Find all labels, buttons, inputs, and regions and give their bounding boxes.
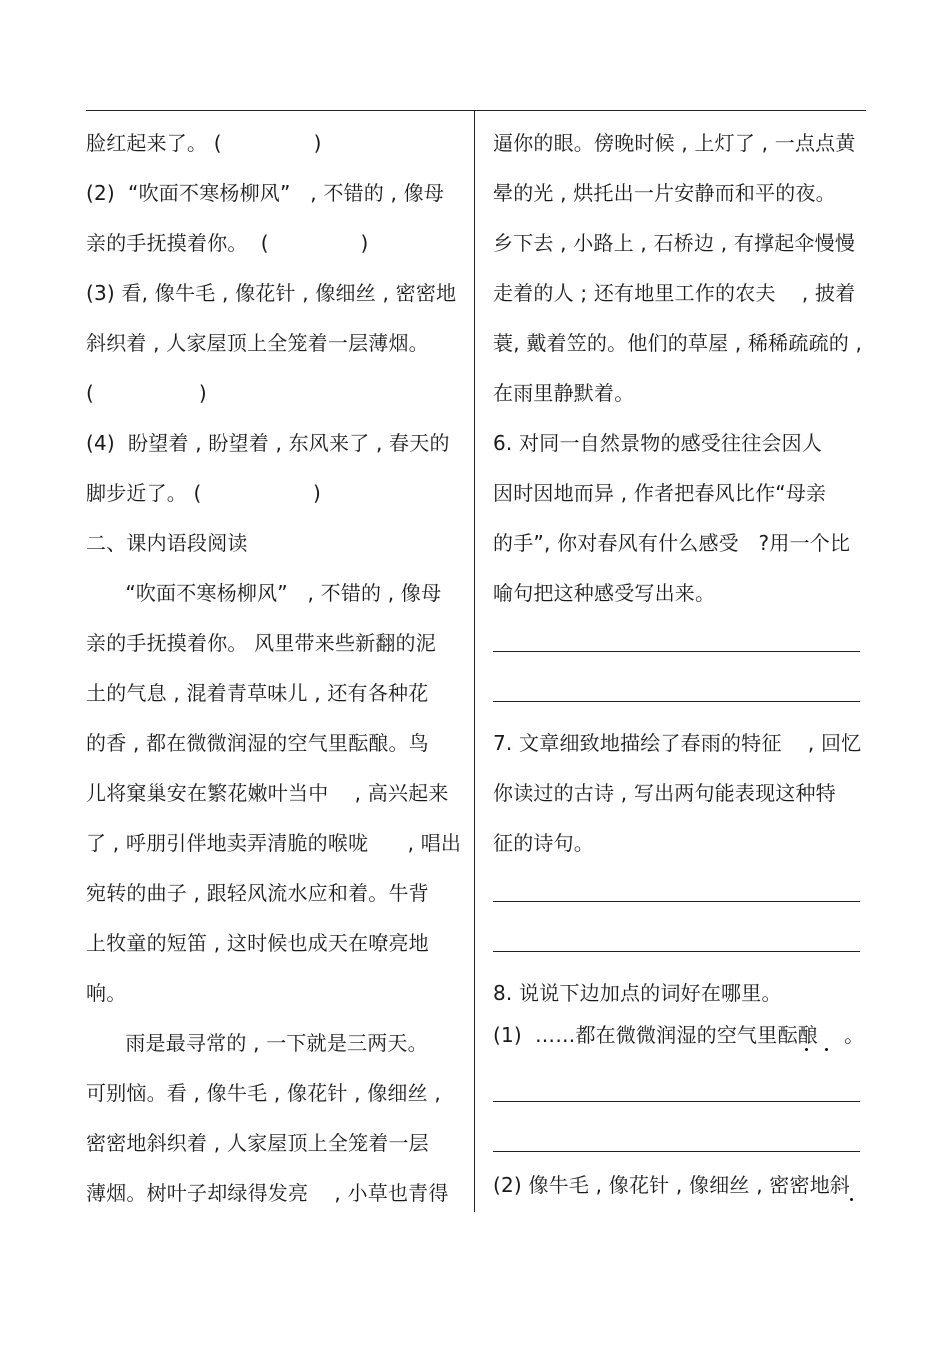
answer-line[interactable] [493, 951, 860, 952]
text-line: (3) 看, 像牛毛 , 像花针 , 像细丝 , 密密地 [86, 281, 457, 305]
text-line: 征的诗句。 [493, 831, 594, 855]
answer-line[interactable] [493, 1151, 860, 1152]
text-line: 脚步近了。 ( ) [86, 481, 322, 505]
emphasis-dot [825, 1048, 828, 1051]
question-6: 6. 对同一自然景物的感受往往会因人 [493, 431, 823, 455]
section-heading: 二、课内语段阅读 [86, 531, 248, 555]
question-8: 8. 说说下边加点的词好在哪里。 [493, 981, 782, 1005]
text-line: 走着的人 ; 还有地里工作的农夫 , 披着 [493, 281, 856, 305]
text-line: 土的气息 , 混着青草味儿 , 还有各种花 [86, 681, 429, 705]
text-line: (2) “吹面不寒杨柳风” , 不错的 , 像母 [86, 181, 445, 205]
text-line: 的手”, 你对春风有什么感受 ?用一个比 [493, 531, 851, 555]
column-divider [474, 111, 475, 1212]
text-line: 晕的光 , 烘托出一片安静而和平的夜。 [493, 181, 836, 205]
text-line: 薄烟。树叶子却绿得发亮 , 小草也青得 [86, 1181, 449, 1205]
text-line: 的香 , 都在微微润湿的空气里酝酿。鸟 [86, 731, 429, 755]
text-line: 在雨里静默着。 [493, 381, 635, 405]
answer-line[interactable] [493, 1101, 860, 1102]
text-line: 了 , 呼朋引伴地卖弄清脆的喉咙 , 唱出 [86, 831, 462, 855]
text-line: “吹面不寒杨柳风” , 不错的 , 像母 [86, 581, 442, 605]
text-line: 亲的手抚摸着你。 ( ) [86, 231, 369, 255]
text-line: 儿将窠巢安在繁花嫩叶当中 , 高兴起来 [86, 781, 449, 805]
text-line: 可别恼。看 , 像牛毛 , 像花针 , 像细丝 , [86, 1081, 441, 1105]
text-line: 宛转的曲子 , 跟轻风流水应和着。牛背 [86, 881, 429, 905]
answer-line[interactable] [493, 901, 860, 902]
emphasis-dot [805, 1048, 808, 1051]
text-line: 逼你的眼。傍晚时候 , 上灯了 , 一点点黄 [493, 131, 856, 155]
text-line: 亲的手抚摸着你。 风里带来些新翻的泥 [86, 631, 436, 655]
text-line: 密密地斜织着 , 人家屋顶上全笼着一层 [86, 1131, 429, 1155]
text-line: (4) 盼望着 , 盼望着 , 东风来了 , 春天的 [86, 431, 450, 455]
emphasis-dot [850, 1198, 853, 1201]
text-line: (1) ……都在微微润湿的空气里酝酿 。 [493, 1023, 865, 1047]
text-line: 蓑, 戴着笠的。他们的草屋 , 稀稀疏疏的 , [493, 331, 863, 355]
text-line: (2) 像牛毛 , 像花针 , 像细丝 , 密密地斜 [493, 1173, 851, 1197]
text-line: 乡下去 , 小路上 , 石桥边 , 有撑起伞慢慢 [493, 231, 856, 255]
answer-line[interactable] [493, 651, 860, 652]
text-line: 响。 [86, 981, 127, 1005]
text-line: 喻句把这种感受写出来。 [493, 581, 716, 605]
text-line: 上牧童的短笛 , 这时候也成天在嘹亮地 [86, 931, 429, 955]
text-line: 脸红起来了。 ( ) [86, 131, 322, 155]
text-line: ( ) [86, 381, 207, 405]
text-line: 雨是最寻常的 , 一下就是三两天。 [86, 1031, 428, 1055]
text-line: 因时因地而异 , 作者把春风比作“母亲 [493, 481, 827, 505]
top-rule [86, 110, 866, 111]
text-line: 斜织着 , 人家屋顶上全笼着一层薄烟。 [86, 331, 429, 355]
answer-line[interactable] [493, 701, 860, 702]
text-line: 你读过的古诗 , 写出两句能表现这种特 [493, 781, 836, 805]
question-7: 7. 文章细致地描绘了春雨的特征 , 回忆 [493, 731, 862, 755]
